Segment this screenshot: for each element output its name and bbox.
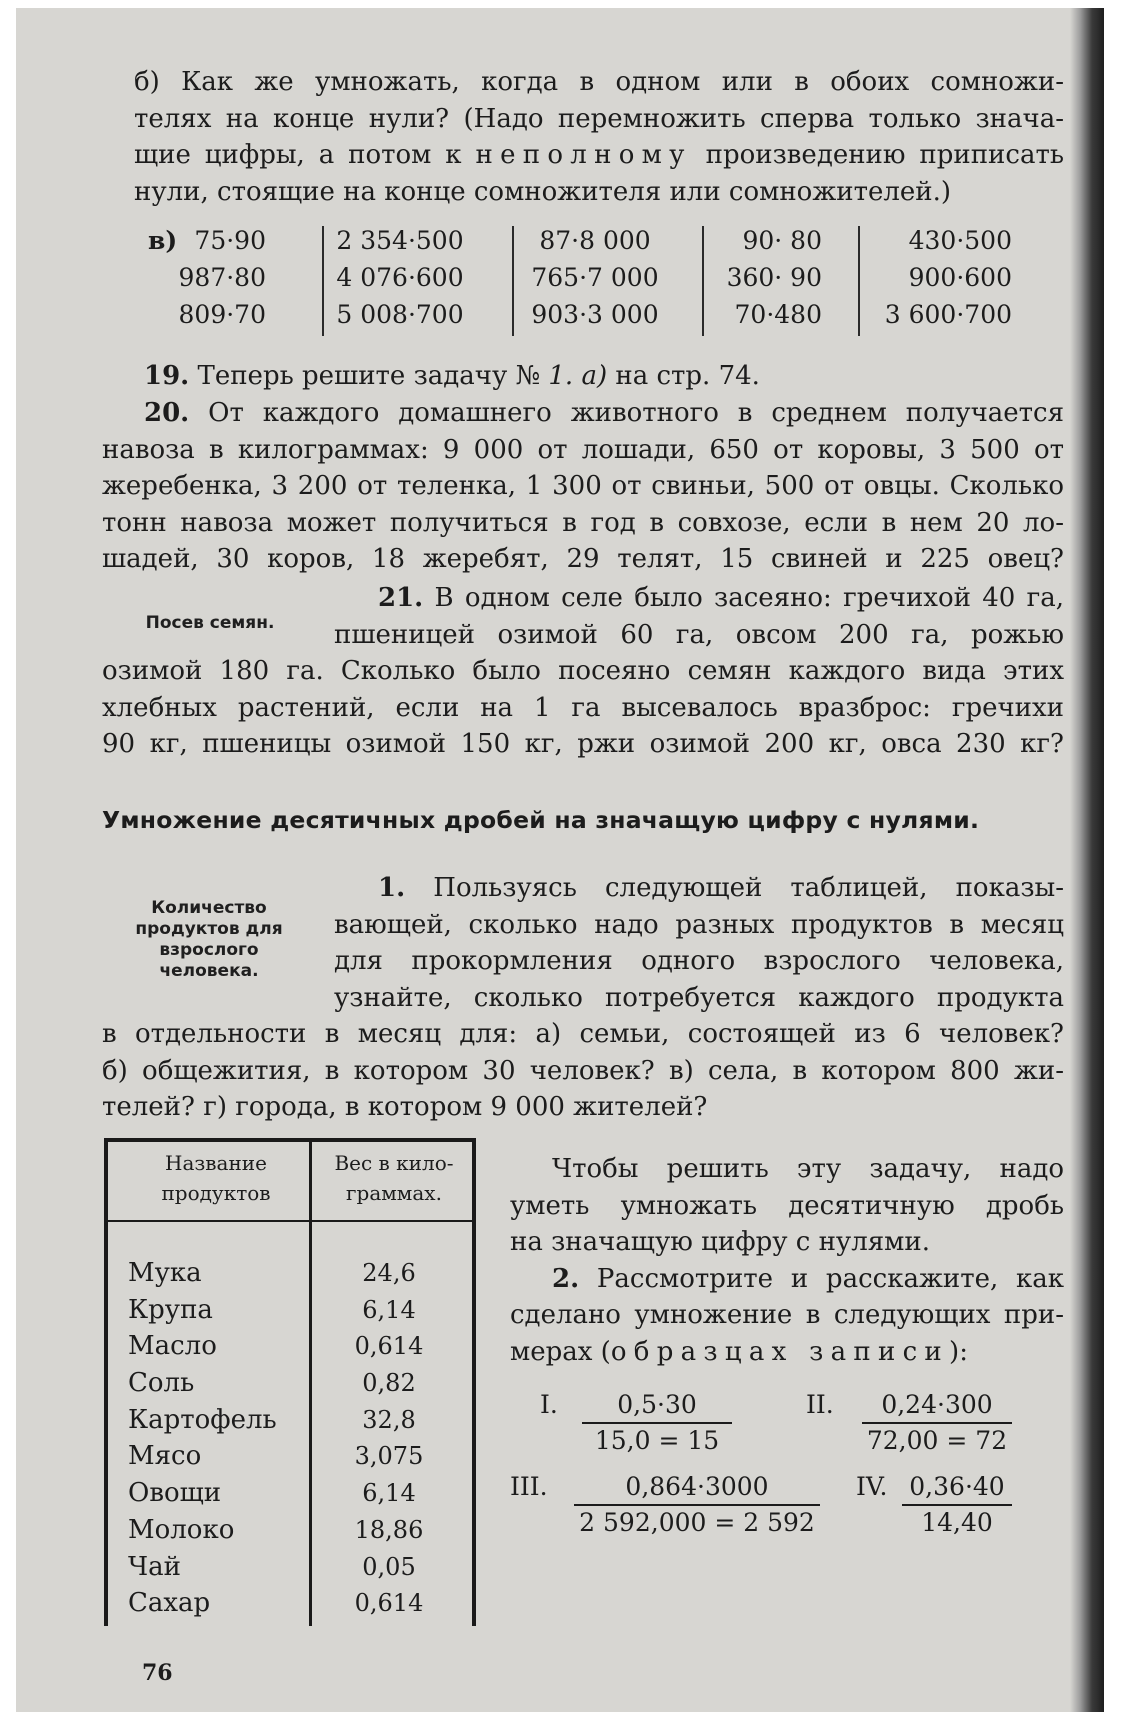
table-row (104, 1512, 476, 1549)
text-fragment: мерах ( (510, 1336, 611, 1367)
table-border (104, 1138, 476, 1142)
table-header-divider (104, 1220, 476, 1222)
problem-number: 1. (378, 873, 406, 903)
spaced-emphasis: неполному (475, 140, 692, 170)
text-line (378, 870, 1064, 907)
example-label: III. (510, 1472, 548, 1501)
text-line: сделано умножение в следующих при- (510, 1300, 1064, 1330)
product-weight: 18,86 (354, 1515, 424, 1544)
table-header-weight: Вес в кило- граммах. (334, 1151, 454, 1205)
text-line: уметь умножать десятичную дробь (510, 1190, 1064, 1221)
product-name: Сахар (128, 1588, 211, 1619)
right-column-text (510, 1151, 1064, 1370)
text-line: в отдельности в месяц для: а) семьи, состоящей из 6 человек? (102, 1019, 1064, 1049)
exercise-cell: 90· 80 (742, 226, 822, 255)
product-weight: 0,05 (362, 1552, 416, 1581)
section-problem-1 (102, 870, 1064, 1126)
product-name: Чай (128, 1551, 181, 1582)
book-page (16, 8, 1104, 1712)
text-line: озимой 180 га. Сколько было посеяно семян каждого вида этих (102, 656, 1064, 686)
exercise-cell: 75·90 (194, 226, 266, 255)
problem-21 (102, 580, 1064, 763)
exercise-cell: 2 354·500 (336, 226, 464, 255)
product-weight: 6,14 (362, 1295, 416, 1324)
text-line: нули, стоящие на конце сомножителя или сомножителей.) (134, 176, 951, 207)
text-line: жеребенка, 3 200 от теленка, 1 300 от свиньи, 500 от овцы. Сколько (102, 471, 1064, 501)
text-line: б) общежития, в котором 30 человек? в) села, в котором 800 жи- (102, 1055, 1064, 1086)
table-row (104, 1328, 476, 1365)
problem-number: 2. (552, 1263, 580, 1294)
text-line: тонн навоза может получиться в год в совхозе, если в нем 20 ло- (102, 507, 1064, 538)
example-label: IV. (856, 1472, 888, 1501)
text-fragment: От каждого домашнего животного в среднем получается (189, 398, 1064, 428)
table-row (104, 1365, 476, 1402)
example-expression: 0,5·30 (617, 1390, 697, 1419)
table-row (104, 1438, 476, 1475)
exercise-cell: 900·600 (908, 263, 1012, 292)
table-header-name: Название продуктов (161, 1151, 271, 1205)
product-name: Картофель (128, 1404, 277, 1435)
text-fragment: Рассмотрите и расскажите, как (579, 1263, 1064, 1294)
exercise-cell: 765·7 000 (531, 263, 659, 292)
text-line: пшеницей озимой 60 га, овсом 200 га, рожью (334, 619, 1064, 650)
example-expression: 0,864·3000 (625, 1472, 769, 1501)
paragraph-b (134, 64, 1064, 210)
problem-20 (102, 395, 1064, 578)
example-result: 14,40 (921, 1508, 993, 1537)
product-weight: 6,14 (362, 1479, 416, 1508)
product-name: Мука (128, 1258, 202, 1288)
problem-reference: 1. а) (548, 361, 608, 391)
text-fragment: Теперь решите задачу № (189, 361, 549, 391)
exercise-cell: 3 600·700 (884, 300, 1012, 329)
text-fragment: щие цифры, а потом к (134, 140, 476, 170)
text-line: Чтобы решить эту задачу, надо (552, 1154, 1064, 1184)
product-name: Масло (128, 1331, 217, 1362)
example-fraction-3 (574, 1470, 820, 1540)
problem-number: 21. (378, 583, 424, 613)
exercise-column-4 (712, 222, 822, 342)
example-fraction-4 (902, 1470, 1012, 1540)
products-table (104, 1138, 476, 1626)
example-label: I. (540, 1390, 558, 1419)
product-weight: 0,614 (354, 1589, 424, 1618)
section-heading: Умножение десятичных дробей на значащую цифру с нулями. (102, 806, 980, 834)
text-line: телях на конце нули? (Надо перемножить сперва только знача- (134, 103, 1064, 134)
example-expression: 0,36·40 (909, 1472, 1005, 1501)
exercise-column-5 (866, 222, 1012, 342)
product-name: Овощи (128, 1478, 222, 1509)
text-line: навоза в килограммах: 9 000 от лошади, 650 от коровы, 3 500 от (102, 434, 1064, 465)
column-divider (702, 226, 704, 336)
table-row (104, 1292, 476, 1329)
table-row (104, 1549, 476, 1586)
text-line (102, 395, 1064, 432)
text-line (552, 1261, 1064, 1298)
text-line: шадей, 30 коров, 18 жеребят, 29 телят, 15 свиней и 225 овец? (102, 544, 1064, 574)
column-divider (858, 226, 860, 336)
exercise-cell: 987·80 (178, 263, 266, 292)
problem-number: 20. (144, 398, 190, 428)
text-line: 90 кг, пшеницы озимой 150 кг, ржи озимой 200 кг, овса 230 кг? (102, 729, 1064, 759)
text-fragment: на стр. 74. (607, 361, 760, 391)
text-line: хлебных растений, если на 1 га высевалось вразброс: гречихи (102, 692, 1064, 723)
exercise-cell: 87·8 000 (539, 226, 651, 255)
problem-number: 19. (144, 361, 190, 391)
exercise-v-grid (134, 222, 1044, 342)
example-result: 2 592,000 = 2 592 (579, 1508, 815, 1537)
spaced-emphasis: образцах записи (610, 1336, 950, 1367)
exercise-cell: 5 008·700 (336, 300, 464, 329)
example-label: II. (806, 1390, 834, 1419)
exercise-column-1 (166, 222, 266, 342)
example-fraction-2 (862, 1388, 1012, 1458)
exercise-cell: 903·3 000 (531, 300, 659, 329)
text-line: телей? г) города, в котором 9 000 жителей? (102, 1092, 708, 1122)
problem-19 (144, 358, 1064, 395)
exercise-label: в) (148, 226, 178, 255)
text-line: узнайте, сколько потребуется каждого продукта (334, 982, 1064, 1013)
exercise-column-3 (520, 222, 670, 342)
text-line: б) Как же умножать, когда в одном или в обоих сомножи- (134, 67, 1064, 97)
text-line: вающей, сколько надо разных продуктов в месяц (334, 909, 1064, 940)
book-spine-shadow (1070, 8, 1104, 1712)
example-fraction-1 (582, 1388, 732, 1458)
product-name: Крупа (128, 1294, 213, 1325)
product-name: Соль (128, 1368, 195, 1399)
table-row (104, 1585, 476, 1622)
example-result: 72,00 = 72 (866, 1426, 1008, 1455)
example-result: 15,0 = 15 (594, 1426, 720, 1455)
text-line (134, 137, 1064, 174)
column-divider (322, 226, 324, 336)
product-name: Мясо (128, 1441, 202, 1472)
exercise-cell: 70·480 (734, 300, 822, 329)
exercise-cell: 809·70 (178, 300, 266, 329)
margin-note-products: Количество продуктов для взрослого человека. (135, 898, 283, 981)
table-row (104, 1475, 476, 1512)
table-body (104, 1255, 476, 1622)
text-line (378, 580, 1064, 617)
exercise-cell: 430·500 (908, 226, 1012, 255)
exercise-cell: 4 076·600 (336, 263, 464, 292)
text-line: для прокормления одного взрослого человека, (334, 946, 1064, 976)
product-weight: 24,6 (362, 1259, 416, 1287)
text-fragment: В одном селе было засеяно: гречихой 40 га, (423, 583, 1064, 613)
text-line (510, 1334, 1064, 1371)
table-row (104, 1255, 476, 1292)
product-weight: 0,82 (362, 1369, 416, 1398)
product-name: Молоко (128, 1514, 235, 1545)
margin-note-seeds: Посев семян. (145, 613, 275, 633)
exercise-cell: 360· 90 (726, 263, 822, 292)
example-expression: 0,24·300 (881, 1390, 993, 1419)
page-number: 76 (142, 1660, 173, 1686)
table-row (104, 1402, 476, 1439)
product-weight: 32,8 (362, 1405, 416, 1434)
text-fragment: произведению приписать (691, 140, 1064, 170)
product-weight: 3,075 (354, 1442, 424, 1471)
text-fragment: Пользуясь следующей таблицей, показы- (405, 873, 1064, 903)
column-divider (512, 226, 514, 336)
exercise-column-2 (330, 222, 470, 342)
text-line: на значащую цифру с нулями. (510, 1227, 930, 1257)
product-weight: 0,614 (354, 1332, 424, 1361)
text-fragment: ): (949, 1336, 968, 1367)
